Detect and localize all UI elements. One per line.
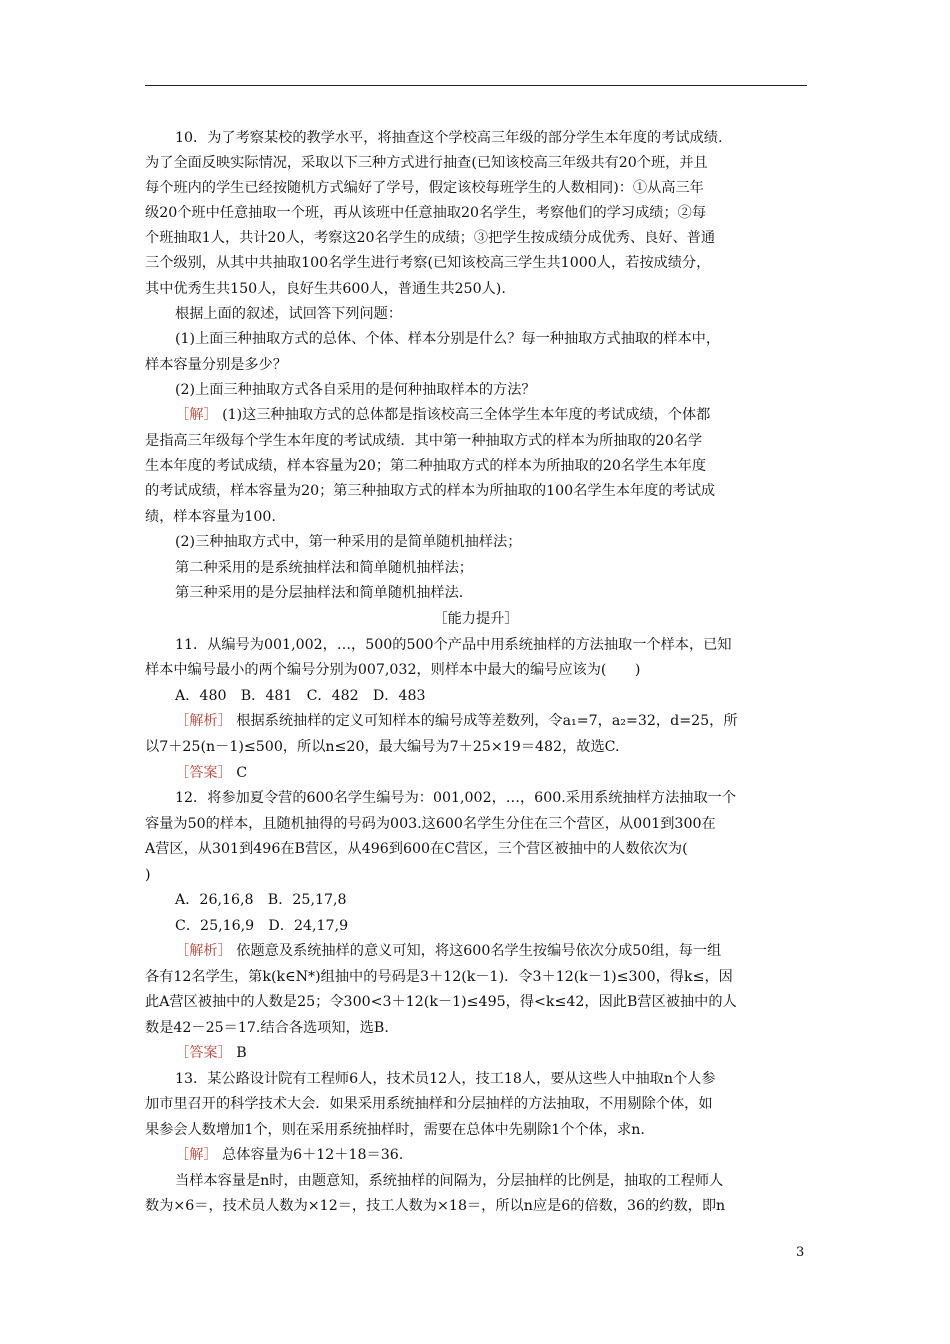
line-text: 以7＋25(n－1)≤500，所以n≤20，最大编号为7＋25×19＝482，故选C. <box>145 739 620 755</box>
line-text: C．25,16,9 D．24,17,9 <box>175 918 349 934</box>
text-line <box>175 887 807 913</box>
text-line <box>175 1142 807 1168</box>
line-text: 总体容量为6＋12＋18＝36. <box>217 1147 404 1163</box>
text-line <box>145 504 807 530</box>
text-line <box>145 276 807 302</box>
line-text: 依题意及系统抽样的意义可知，将这600名学生按编号依次分成50组，每一组 <box>231 943 722 959</box>
line-text: 10．为了考察某校的教学水平，将抽查这个学校高三年级的部分学生本年度的考试成绩. <box>175 130 723 146</box>
text-line <box>145 175 807 201</box>
line-text: 第二种采用的是系统抽样法和简单随机抽样法； <box>175 560 473 576</box>
answer-tag: ［解］ <box>175 1147 218 1163</box>
line-text: 的考试成绩，样本容量为20；第三种抽取方式的样本为所抽取的100名学生本年度的考试成 <box>145 483 716 499</box>
text-line <box>145 352 807 378</box>
line-text: 个班抽取1人，共计20人，考察这20名学生的成绩；③把学生按成绩分成优秀、良好、普通 <box>145 230 716 246</box>
line-text: 每个班内的学生已经按随机方式编好了学号，假定该校每班学生的人数相同)：①从高三年 <box>145 180 704 196</box>
line-text: 为了全面反映实际情况，采取以下三种方式进行抽查(已知该校高三年级共有20个班，并且 <box>145 155 708 171</box>
text-line <box>145 862 807 888</box>
text-line <box>175 555 807 581</box>
text-line <box>145 734 807 760</box>
line-text: 根据系统抽样的定义可知样本的编号成等差数列，令a₁=7，a₂=32，d=25，所 <box>231 713 738 729</box>
text-line <box>145 606 807 632</box>
text-line <box>175 125 807 151</box>
line-text: 三个级别，从其中共抽取100名学生进行考察(已知该校高三学生共1000人，若按成绩分， <box>145 255 711 271</box>
text-line <box>145 989 807 1015</box>
line-text: ［能力提升］ <box>433 611 519 627</box>
answer-tag: ［答案］ <box>175 765 232 781</box>
text-line <box>175 785 807 811</box>
line-text: (2)三种抽取方式中，第一种采用的是简单随机抽样法； <box>175 534 522 550</box>
text-line <box>175 632 807 658</box>
line-text: 当样本容量是n时，由题意知，系统抽样的间隔为，分层抽样的比例是，抽取的工程师人 <box>175 1173 724 1189</box>
text-line <box>175 708 807 734</box>
text-line <box>145 200 807 226</box>
text-line <box>175 1066 807 1092</box>
answer-tag: ［解析］ <box>175 713 232 729</box>
line-text: C <box>231 765 248 781</box>
line-text: 加市里召开的科学技术大会．如果采用系统抽样和分层抽样的方法抽取，不用剔除个体，如 <box>145 1096 713 1112</box>
text-line <box>175 580 807 606</box>
text-line <box>175 1168 807 1194</box>
line-text: 绩，样本容量为100. <box>145 509 276 525</box>
answer-tag: ［答案］ <box>175 1045 232 1061</box>
text-line <box>145 1193 807 1219</box>
text-line <box>145 453 807 479</box>
line-text: 12．将参加夏令营的600名学生编号为：001,002，…，600.采用系统抽样方法抽取一个 <box>175 790 737 806</box>
line-text: A．26,16,8 B．25,17,8 <box>175 892 347 908</box>
text-line <box>175 402 807 428</box>
line-text: 果参会人数增加1个，则在采用系统抽样时，需要在总体中先剔除1个个体，求n. <box>145 1122 645 1138</box>
line-text: 数是42－25＝17.结合各选项知，选B. <box>145 1020 389 1036</box>
line-text: (1)上面三种抽取方式的总体、个体、样本分别是什么？每一种抽取方式抽取的样本中， <box>175 331 721 347</box>
text-line <box>145 1015 807 1041</box>
line-text: 11．从编号为001,002，…，500的500个产品中用系统抽样的方法抽取一个样本，已知 <box>175 637 732 653</box>
text-line <box>175 529 807 555</box>
line-text: B <box>231 1045 247 1061</box>
line-text: A．480 B．481 C．482 D．483 <box>175 688 426 704</box>
text-line <box>145 1091 807 1117</box>
line-text: 样本容量分别是多少？ <box>145 357 287 373</box>
line-text: (1)这三种抽取方式的总体都是指该校高三全体学生本年度的考试成绩，个体都 <box>217 407 711 423</box>
text-line <box>175 913 807 939</box>
line-text: 样本中编号最小的两个编号分别为007,032，则样本中最大的编号应该为( ) <box>145 662 641 678</box>
line-text: 容量为50的样本，且随机抽得的号码为003.这600名学生分住在三个营区，从001到300在 <box>145 816 716 832</box>
text-line <box>175 938 807 964</box>
text-line <box>145 811 807 837</box>
text-line <box>145 250 807 276</box>
page-number: 3 <box>796 1245 805 1260</box>
header-rule <box>145 85 807 86</box>
line-text: 生本年度的考试成绩，样本容量为20；第二种抽取方式的样本为所抽取的20名学生本年度 <box>145 458 707 474</box>
text-line <box>175 326 807 352</box>
text-line <box>175 1040 807 1066</box>
line-text: 其中优秀生共150人，良好生共600人，普通生共250人). <box>145 281 506 297</box>
line-text: 第三种采用的是分层抽样法和简单随机抽样法. <box>175 585 464 601</box>
text-line <box>175 683 807 709</box>
answer-tag: ［解］ <box>175 407 218 423</box>
line-text: A营区，从301到496在B营区，从496到600在C营区，三个营区被抽中的人数依次为( <box>145 841 688 857</box>
text-line <box>145 150 807 176</box>
text-line <box>145 836 807 862</box>
line-text: 13．某公路设计院有工程师6人，技术员12人，技工18人，要从这些人中抽取n个人参 <box>175 1071 716 1087</box>
text-line <box>145 657 807 683</box>
text-line <box>145 964 807 990</box>
line-text: 级20个班中任意抽取一个班，再从该班中任意抽取20名学生，考察他们的学习成绩；②每 <box>145 205 707 221</box>
text-line <box>145 225 807 251</box>
line-text: 各有12名学生，第k(k∈N*)组抽中的号码是3＋12(k－1)．令3＋12(k－1)≤300，得k≤，因 <box>145 969 733 985</box>
line-text: ) <box>145 867 151 883</box>
text-line <box>175 301 807 327</box>
text-line <box>145 428 807 454</box>
answer-tag: ［解析］ <box>175 943 232 959</box>
text-line <box>175 377 807 403</box>
line-text: 根据上面的叙述，试回答下列问题： <box>175 306 403 322</box>
line-text: 数为×6＝，技术员人数为×12＝，技工人数为×18＝，所以n应是6的倍数，36的约数，即n <box>145 1198 726 1214</box>
text-line <box>145 1117 807 1143</box>
text-line <box>145 478 807 504</box>
line-text: 是指高三年级每个学生本年度的考试成绩．其中第一种抽取方式的样本为所抽取的20名学 <box>145 433 703 449</box>
line-text: (2)上面三种抽取方式各自采用的是何种抽取样本的方法？ <box>175 382 536 398</box>
text-line <box>175 760 807 786</box>
line-text: 此A营区被抽中的人数是25；令300<3＋12(k－1)≤495，得<k≤42，因此B营区被抽中的人 <box>145 994 737 1010</box>
